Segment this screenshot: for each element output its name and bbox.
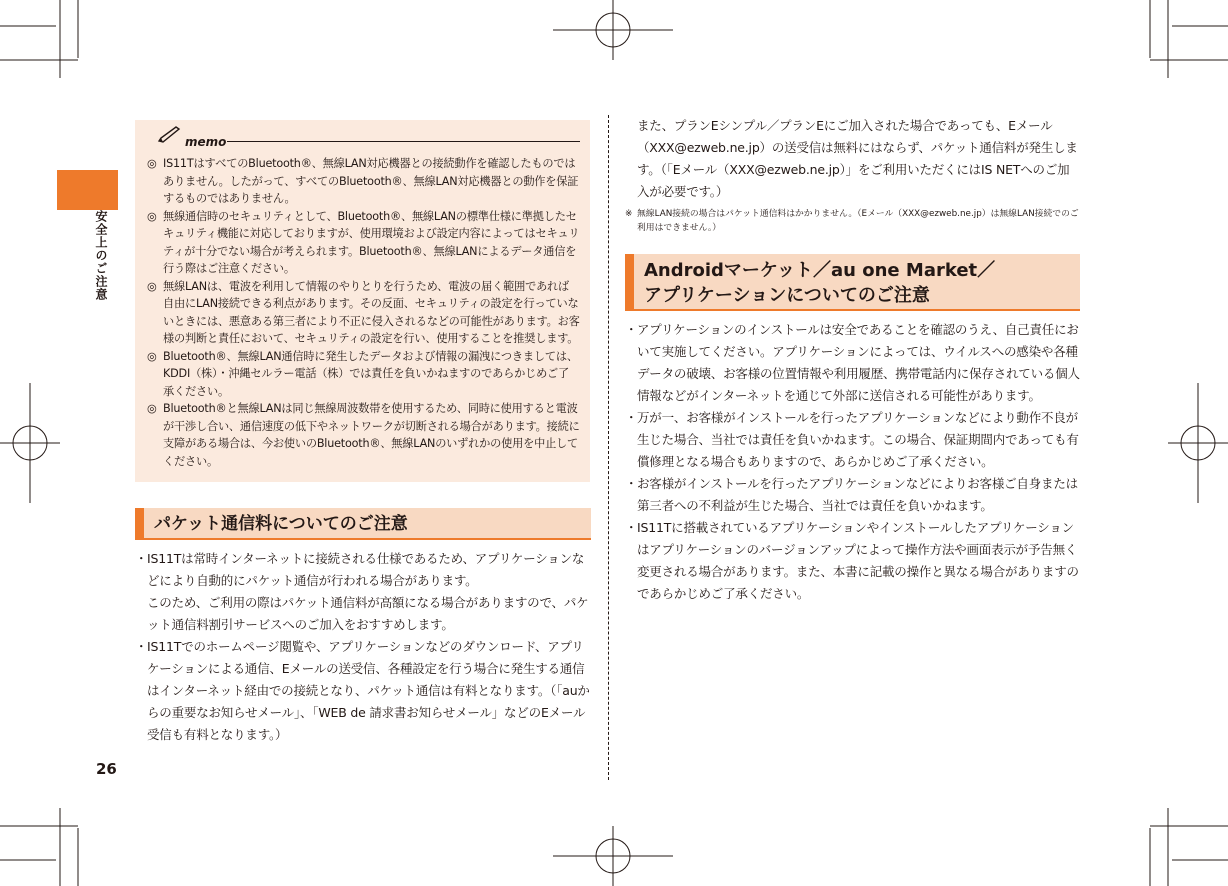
memo-mark: ◎ (147, 402, 157, 415)
android-text: お客様がインストールを行ったアプリケーションなどによりお客様ご自身または第三者への不利益が生じた場合、当社では責任を負いかねます。 (637, 476, 1078, 513)
packet-item (135, 548, 591, 592)
android-item (625, 517, 1080, 605)
packet-list-2 (135, 636, 591, 746)
memo-text: IS11TはすべてのBluetooth®、無線LAN対応機器との接続動作を確認したものではありません。したがって、すべてのBluetooth®、無線LAN対応機器との動作を保証するものではありません。 (163, 157, 579, 205)
memo-item (147, 278, 580, 348)
right-column (625, 115, 1080, 605)
memo-text: Bluetooth®と無線LANは同じ無線周波数帯を使用するため、同時に使用すると電波が干渉し合い、通信速度の低下やネットワークが切断される場合があります。接続に支障がある場合は、今お使いのBluetooth®、無線LANのいずれかの使用を中止してください。 (163, 402, 580, 468)
android-text: アプリケーションのインストールは安全であることを確認のうえ、自己責任において実施してください。アプリケーションによっては、ウイルスへの感染や各種データの破壊、お客様の位置情報や利用履歴、携帯電話内に保存されている個人情報などがインターネットを通じて外部に送信される可能性があります。 (637, 322, 1080, 403)
packet-text: IS11Tでのホームページ閲覧や、アプリケーションなどのダウンロード、アプリケーションによる通信、Eメールの送受信、各種設定を行う場合に発生する通信はインターネット経由での接続となり、パケット通信は有料となります。（「auからの重要なお知らせメール」、「WEB de 請求書お知らせメール」などのEメール受信も有料となります。） (147, 639, 590, 742)
bullet: ・ (625, 410, 638, 425)
memo-mark: ◎ (147, 157, 157, 170)
packet-item (135, 636, 591, 746)
android-item (625, 407, 1080, 473)
android-heading-line1: Androidマーケット／au one Market／ (644, 260, 996, 281)
android-heading (625, 254, 1080, 311)
bullet: ・ (625, 322, 638, 337)
memo-item (147, 208, 580, 278)
memo-mark: ◎ (147, 209, 157, 223)
packet-heading: パケット通信料についてのご注意 (135, 508, 591, 540)
android-text: 万が一、お客様がインストールを行ったアプリケーションなどにより動作不良が生じた場合、当社では責任を負いかねます。この場合、保証期間内であっても有償修理となる場合もありますので、あらかじめご了承ください。 (637, 410, 1079, 469)
note-mark: ※ (625, 209, 633, 219)
memo-mark: ◎ (147, 349, 157, 363)
memo-mark: ◎ (147, 279, 157, 293)
column-divider (608, 115, 609, 780)
memo-list (147, 155, 580, 470)
memo-item (147, 400, 580, 470)
page-number: 26 (96, 760, 117, 778)
bullet: ・ (135, 551, 148, 566)
memo-text: Bluetooth®、無線LAN通信時に発生したデータおよび情報の漏洩につきましては、KDDI（株）・沖縄セルラー電話（株）では責任を負いかねますのであらかじめご了承ください。 (163, 349, 578, 398)
memo-text: 無線LANは、電波を利用して情報のやりとりを行うため、電波の届く範囲であれば自由にLAN接続できる利点があります。その反面、セキュリティの設定を行っていないときには、悪意ある第三者により不正に侵入されるなどの可能性があります。お客様の判断と責任において、セキュリティの設定を行い、使用することを推奨します。 (163, 279, 580, 345)
packet-subtext: このため、ご利用の際はパケット通信料が高額になる場合がありますので、パケット通信料割引サービスへのご加入をおすすめします。 (147, 595, 589, 632)
android-text: IS11Tに搭載されているアプリケーションやインストールしたアプリケーションはアプリケーションのバージョンアップによって操作方法や画面表示が予告無く変更される場合があります。また、本書に記載の操作と異なる場合がありますのであらかじめご了承ください。 (637, 520, 1079, 601)
bullet: ・ (135, 639, 148, 654)
memo-header (147, 129, 580, 151)
bullet: ・ (625, 476, 638, 491)
packet-text: IS11Tは常時インターネットに接続される仕様であるため、アプリケーションなどにより自動的にパケット通信が行われる場合があります。 (147, 551, 585, 588)
packet-section (135, 508, 591, 746)
memo-title: memo (185, 135, 227, 149)
pencil-icon (157, 126, 183, 144)
android-list (625, 319, 1080, 605)
memo-item (147, 155, 580, 208)
android-item (625, 319, 1080, 407)
chapter-tab (57, 170, 118, 210)
memo-item (147, 348, 580, 401)
android-heading-line2: アプリケーションについてのご注意 (644, 285, 930, 306)
android-item (625, 473, 1080, 517)
memo-text: 無線通信時のセキュリティとして、Bluetooth®、無線LANの標準仕様に準拠したセキュリティ機能に対応しておりますが、使用環境および設定内容によってはセキュリティが十分でない場合が考えられます。Bluetooth®、無線LANによるデータ通信を行う際はご注意ください。 (163, 209, 580, 275)
chapter-label: 安全上のご注意 (94, 210, 108, 301)
continuation-text: また、プランEシンプル／プランEにご加入された場合であっても、Eメール（XXX@ezweb.ne.jp）の送受信は無料にはならず、パケット通信料が発生します。（「Eメール（XXX@ezweb.ne.jp）」をご利用いただくにはIS NETへのご加入が必要です。） (637, 118, 1078, 199)
footnote (625, 207, 1080, 235)
memo-rule (227, 141, 580, 142)
bullet: ・ (625, 520, 638, 535)
memo-box (135, 120, 590, 482)
packet-list (135, 548, 591, 592)
note-text: 無線LAN接続の場合はパケット通信料はかかりません。（Eメール（XXX@ezweb.ne.jp）は無線LAN接続でのご利用はできません。） (637, 209, 1079, 233)
